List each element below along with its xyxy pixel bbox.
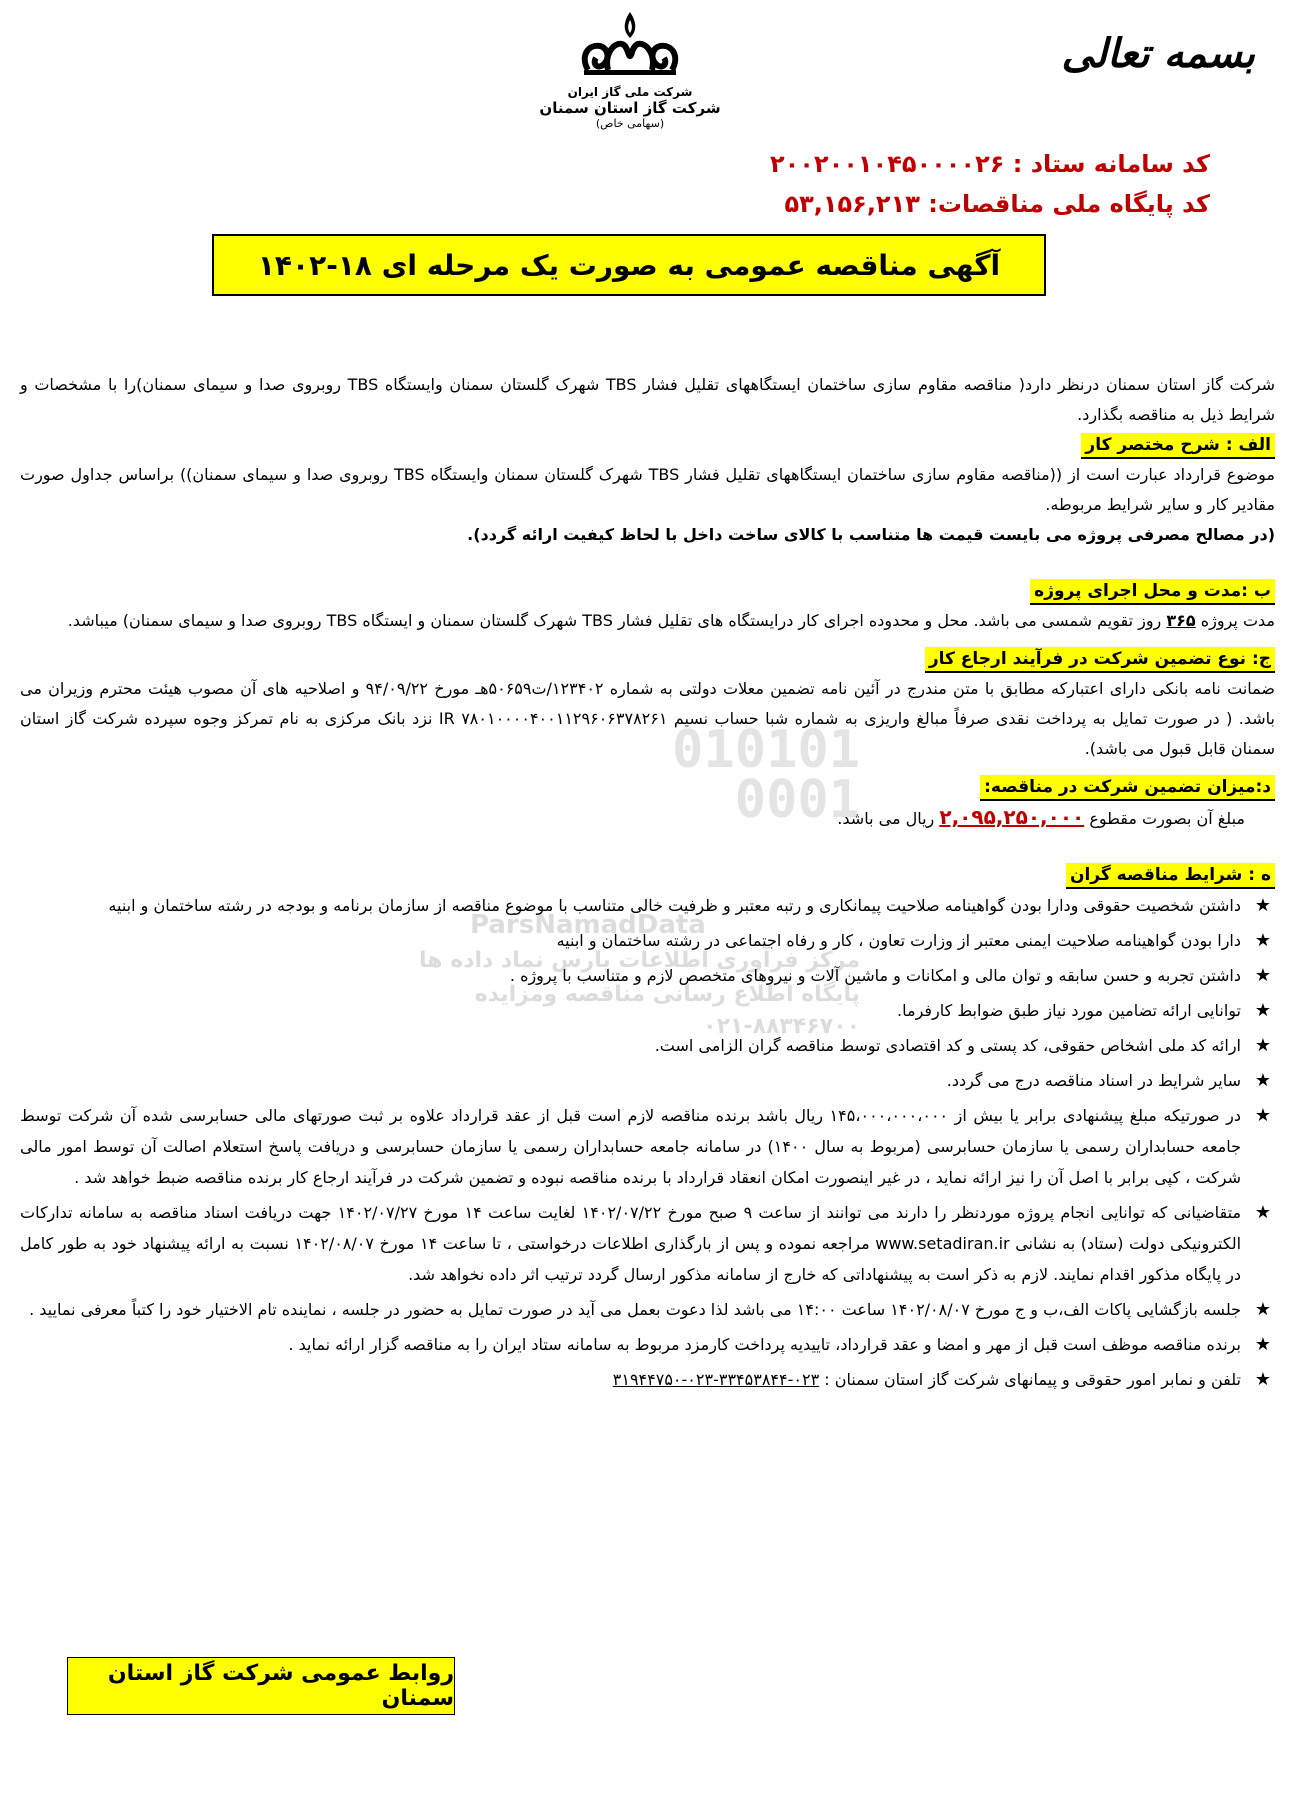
list-item: ★ دارا بودن گواهینامه صلاحیت ایمنی معتبر از وزارت تعاون ، کار و رفاه اجتماعی در رشته ساختمان و ابنیه: [20, 925, 1275, 956]
bidder-conditions-list: [20, 890, 1275, 1395]
section-alef-text: موضوع قرارداد عبارت است از ((مناقصه مقاوم سازی ساختمان ایستگاههای تقلیل فشار TBS شهرک گلستان سمنان وایستگاه TBS روبروی صدا و سیمای سمنان)) براساس جداول صورت مقادیر کار و سایر شرایط مربوطه.: [20, 465, 1275, 514]
section-jim-heading: ج: نوع تضمین شرکت در فرآیند ارجاع کار: [925, 647, 1275, 673]
setad-code-value: ۲۰۰۲۰۰۱۰۴۵۰۰۰۰۲۶: [770, 150, 1005, 178]
public-relations-signature: روابط عمومی شرکت گاز استان سمنان: [67, 1657, 455, 1715]
star-bullet-icon: ★: [1254, 965, 1271, 986]
star-bullet-icon: ★: [1254, 1369, 1271, 1390]
star-bullet-icon: ★: [1254, 1334, 1271, 1355]
section-be: [20, 576, 1275, 606]
watermark-sub-2: پایگاه اطلاع رسانی مناقصه ومزایده: [474, 982, 860, 1007]
section-jim-text: ضمانت نامه بانکی دارای اعتبارکه مطابق با متن مندرج در آئین نامه تضمین معلات دولتی به شماره ۱۲۳۴۰۲/ت۵۰۶۵۹هـ مورخ ۹۴/۰۹/۲۲ و اصلاحیه های آن مصوب هیئت محترم وزیران می باشد. ( در صورت تمایل به پرداخت نقدی صرفاً مبالغ واریزی به شماره شبا حساب نسیم IR ۷۸۰۱۰۰۰۰۴۰۰۱۱۲۹۶۰۶۳۷۸۲۶۱ نزد بانک مرکزی به نام تمرکز وجوه سپرده شرکت گاز استان سمنان قابل قبول می باشد).: [20, 679, 1276, 758]
watermark-sub-1: مرکز فرآوری اطلاعات پارس نماد داده ها: [419, 948, 860, 973]
watermark-digits-2: 0001: [734, 770, 860, 830]
star-bullet-icon: ★: [1254, 930, 1271, 951]
star-bullet-icon: ★: [1254, 1202, 1271, 1223]
star-bullet-icon: ★: [1254, 1070, 1271, 1091]
tender-db-code-value: ۵۳,۱۵۶,۲۱۳: [784, 190, 920, 218]
list-item: ★ سایر شرایط در اسناد مناقصه درج می گردد.: [20, 1065, 1275, 1096]
duration-days: ۳۶۵: [1166, 611, 1196, 630]
section-he-heading: ه : شرایط مناقصه گران: [1066, 863, 1275, 889]
phone-numbers: ۰۲۳-۳۳۴۵۳۸۴۴-۰۲۳-۳۱۹۴۴۷۵۰: [612, 1370, 820, 1389]
company-logo: [530, 8, 730, 130]
list-item: ★ متقاضیانی که توانایی انجام پروژه موردنظر را دارند می توانند از ساعت ۹ صبح مورخ ۱۴۰۲/۰۷/۲۲ لغایت ساعت ۱۴ مورخ ۱۴۰۲/۰۷/۲۷ جهت دریافت اسناد مناقصه به سامانه تدارکات الکترونیکی دولت (ستاد) به نشانی www.setadiran.ir مراجعه نموده و پس از بارگذاری اطلاعات درخواستی ، تا ساعت ۱۴ مورخ ۱۴۰۲/۰۸/۰۷ نسبت به ارائه پیشنهاد خود به طور کامل در پایگاه مذکور اقدام نمایند. لازم به ذکر است به پیشنهاداتی که خارج از سامانه مذکور ارسال گردد ترتیب اثر داده نخواهد شد.: [20, 1197, 1275, 1290]
logo-company-type: (سهامی خاص): [595, 117, 665, 130]
section-dal-heading: د:میزان تضمین شرکت در مناقصه:: [980, 775, 1275, 801]
setad-code: [770, 150, 1210, 178]
duration-suffix: روز تقویم شمسی می باشد. محل و محدوده اجرای کار درایستگاه های تقلیل فشار TBS شهرک گلستان سمنان و ایستگاه TBS روبروی صدا و سیمای سمنان) میباشد.: [67, 611, 1162, 630]
star-bullet-icon: ★: [1254, 1035, 1271, 1056]
tender-db-code: [784, 190, 1210, 218]
star-bullet-icon: ★: [1254, 1299, 1271, 1320]
guarantee-suffix: ریال می باشد.: [837, 809, 935, 828]
list-item: ★ داشتن تجربه و حسن سابقه و توان مالی و امکانات و ماشین آلات و نیروهای متخصص لازم و متناسب با پروژه .: [20, 960, 1275, 991]
list-item: ★ توانایی ارائه تضامین مورد نیاز طبق ضوابط کارفرما.: [20, 995, 1275, 1026]
section-dal: [20, 772, 1275, 802]
watermark-sub-3: ۰۲۱-۸۸۳۴۶۷۰۰: [703, 1014, 860, 1039]
section-be-heading: ب :مدت و محل اجرای پروژه: [1030, 579, 1275, 605]
intro-paragraph: شرکت گاز استان سمنان درنظر دارد( مناقصه مقاوم سازی ساختمان ایستگاههای تقلیل فشار TBS شهرک گلستان سمنان وایستگاه TBS روبروی صدا و سیمای سمنان)را با مشخصات و شرایط ذیل به مناقصه بگذارد.: [20, 375, 1276, 424]
logo-company-name: شرکت گاز استان سمنان: [539, 99, 721, 117]
section-alef: [20, 430, 1275, 460]
section-alef-heading: الف : شرح مختصر کار: [1081, 433, 1275, 459]
watermark-brand: ParsNamadData: [470, 910, 706, 940]
section-jim: [20, 644, 1275, 674]
list-item: ★ داشتن شخصیت حقوقی ودارا بودن گواهینامه صلاحیت پیمانکاری و رتبه معتبر و ظرفیت خالی متناسب با موضوع مناقصه از سازمان برنامه و بودجه در رشته ساختمان و ابنیه: [20, 890, 1275, 921]
section-be-text: [20, 606, 1275, 636]
guarantee-amount: ۲,۰۹۵,۲۵۰,۰۰۰: [939, 805, 1085, 829]
notice-body: [20, 370, 1275, 1399]
contact-phone-item: [20, 1364, 1275, 1395]
star-bullet-icon: ★: [1254, 895, 1271, 916]
list-item: ★ جلسه بازگشایی پاکات الف،ب و ج مورخ ۱۴۰۲/۰۸/۰۷ ساعت ۱۴:۰۰ می باشد لذا دعوت بعمل می آید در صورت تمایل به حضور در جلسه ، نماینده تام الاختیار خود را کتباً معرفی نمایید .: [20, 1294, 1275, 1325]
watermark-digits-1: 010101: [672, 720, 860, 780]
basmala: بسمه تعالی: [1061, 30, 1255, 77]
setad-code-label: کد سامانه ستاد :: [1012, 150, 1210, 178]
notice-title: آگهی مناقصه عمومی به صورت یک مرحله ای ۱۸-۱۴۰۲: [212, 234, 1046, 296]
tender-db-code-label: کد پایگاه ملی مناقصات:: [928, 190, 1210, 218]
section-he: [20, 860, 1275, 890]
section-dal-text: [20, 802, 1275, 834]
logo-parent-company: شرکت ملی گاز ایران: [567, 85, 693, 99]
flame-logo-icon: [570, 8, 690, 83]
list-item: ★ در صورتیکه مبلغ پیشنهادی برابر یا بیش از ۱۴۵،۰۰۰،۰۰۰،۰۰۰ ریال باشد برنده مناقصه لازم است قبل از عقد قرارداد علاوه بر ثبت صورتهای مالی حسابرسی شده آن شرکت توسط جامعه حسابداران رسمی یا سازمان حسابرسی (مربوط به سال ۱۴۰۰) در سامانه جامعه حسابداران رسمی یا سازمان حسابرسی و دریافت پاسخ استعلام اصالت آن توسط امور مالی شرکت ، کپی برابر با اصل آن را نیز ارائه نماید ، در غیر اینصورت امکان انعقاد قرارداد با برنده مناقصه نبوده و تضمین شرکت در فرآیند ارجاع کار برنده مناقصه ضبط خواهد شد .: [20, 1100, 1275, 1193]
guarantee-prefix: مبلغ آن بصورت مقطوع: [1089, 809, 1245, 828]
section-alef-note: (در مصالح مصرفی پروژه می بایست قیمت ها متناسب با کالای ساخت داخل با لحاظ کیفیت ارائه گردد).: [467, 525, 1275, 544]
star-bullet-icon: ★: [1254, 1000, 1271, 1021]
list-item: ★ برنده مناقصه موظف است قبل از مهر و امضا و عقد قرارداد، تاییدیه پرداخت کارمزد مربوط به سامانه ستاد ایران را به مناقصه گزار ارائه نماید .: [20, 1329, 1275, 1360]
duration-prefix: مدت پروژه: [1200, 611, 1275, 630]
phone-label: تلفن و نمابر امور حقوقی و پیمانهای شرکت گاز استان سمنان :: [824, 1370, 1241, 1389]
list-item: ★ ارائه کد ملی اشخاص حقوقی، کد پستی و کد اقتصادی توسط مناقصه گران الزامی است.: [20, 1030, 1275, 1061]
star-bullet-icon: ★: [1254, 1105, 1271, 1126]
